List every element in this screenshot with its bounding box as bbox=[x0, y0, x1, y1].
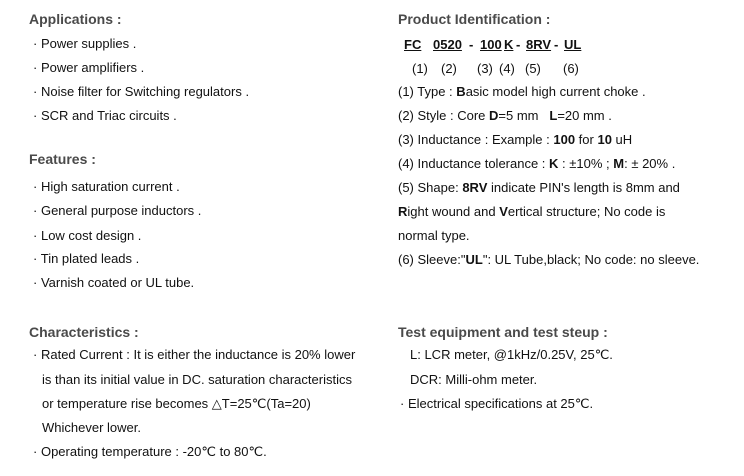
style-line: (2) Style : Core D=5 mm L=20 mm . bbox=[398, 108, 612, 123]
shape-line-3: normal type. bbox=[398, 228, 470, 243]
code-numbers: (1) (2) (3) (4) (5) (6) bbox=[412, 61, 579, 76]
list-item: · Electrical specifications at 25℃. bbox=[400, 396, 594, 411]
type-line: (1) Type : Basic model high current choke . bbox=[398, 84, 646, 99]
list-item: · Operating temperature : -20℃ to 80℃. bbox=[33, 444, 267, 459]
text-line: is than its initial value in DC. saturation characteristics bbox=[42, 372, 352, 387]
shape-line-2: Right wound and Vertical structure; No code is bbox=[398, 204, 666, 219]
product-id-heading: Product Identification : bbox=[398, 11, 551, 27]
list-item: · Tin plated leads . bbox=[33, 251, 140, 266]
text-line: or temperature rise becomes △T=25℃(Ta=20) bbox=[42, 396, 311, 411]
features-heading: Features : bbox=[29, 151, 96, 167]
list-item: · Power amplifiers . bbox=[33, 60, 145, 75]
sleeve-line: (6) Sleeve:"UL": UL Tube,black; No code: no sleeve. bbox=[398, 252, 700, 267]
list-item: · SCR and Triac circuits . bbox=[33, 108, 177, 123]
product-code: FC 0520 - 100 K - 8RV - UL bbox=[404, 37, 582, 52]
list-item: · Noise filter for Switching regulators . bbox=[33, 84, 250, 99]
dcr-line: DCR: Milli-ohm meter. bbox=[410, 372, 538, 387]
tolerance-line: (4) Inductance tolerance : K : ±10% ; M: ± 20% . bbox=[398, 156, 676, 171]
list-item: · Varnish coated or UL tube. bbox=[33, 275, 195, 290]
applications-heading: Applications : bbox=[29, 11, 122, 27]
list-item: · General purpose inductors . bbox=[33, 203, 202, 218]
shape-line: (5) Shape: 8RV indicate PIN's length is 8mm and bbox=[398, 180, 680, 195]
inductance-line: (3) Inductance : Example : 100 for 10 uH bbox=[398, 132, 633, 147]
test-heading: Test equipment and test steup : bbox=[398, 324, 608, 340]
lcr-line: L: LCR meter, @1kHz/0.25V, 25℃. bbox=[410, 347, 613, 362]
list-item: · Power supplies . bbox=[33, 36, 137, 51]
list-item: · Rated Current : It is either the inductance is 20% lower bbox=[33, 347, 356, 362]
list-item: · High saturation current . bbox=[33, 179, 180, 194]
text-line: Whichever lower. bbox=[42, 420, 141, 435]
list-item: · Low cost design . bbox=[33, 228, 142, 243]
characteristics-heading: Characteristics : bbox=[29, 324, 139, 340]
